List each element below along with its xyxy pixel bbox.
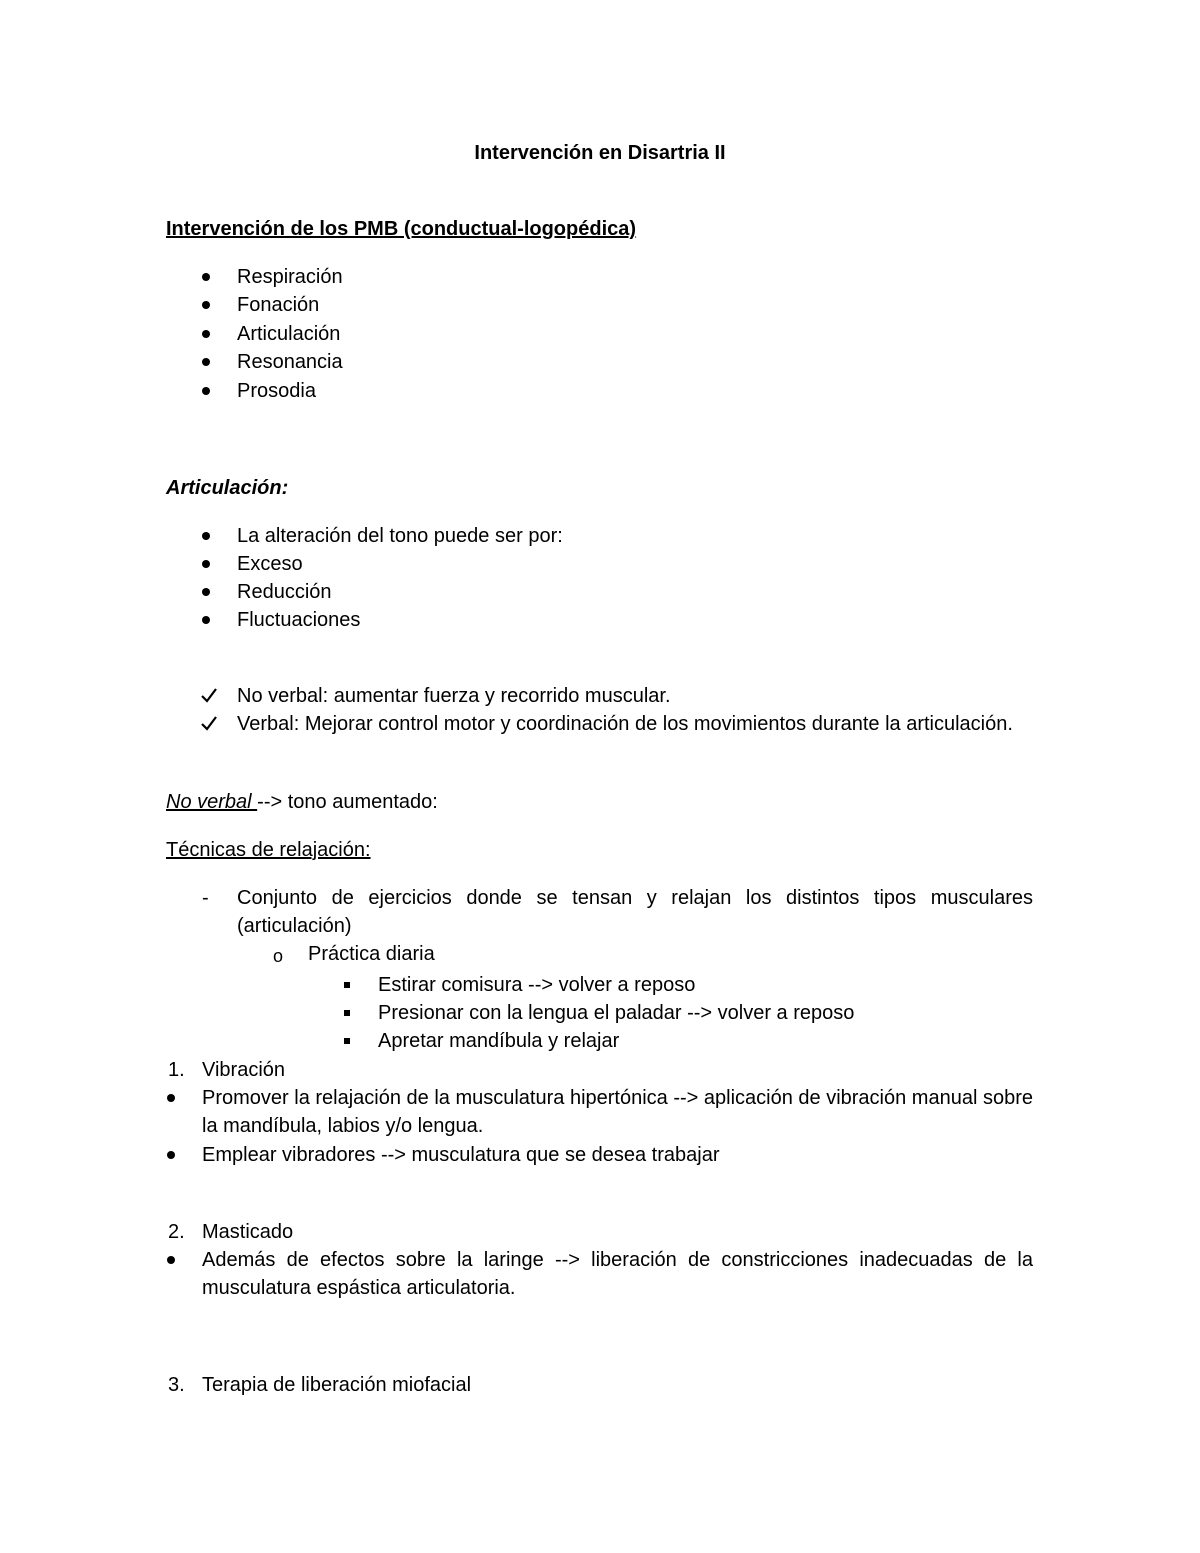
- list-item: Emplear vibradores --> musculatura que se desea trabajar: [202, 1144, 720, 1166]
- bullet-icon: [167, 1151, 175, 1159]
- list-item: Además de efectos sobre la laringe --> liberación de constricciones inadecuadas de la musculatura espástica articulatoria.: [202, 1249, 1033, 1299]
- list-item: Articulación: [237, 323, 341, 345]
- bullet-icon: [202, 358, 210, 366]
- square-bullet-icon: [344, 982, 350, 988]
- no-verbal-label: No verbal: [166, 791, 258, 813]
- numbered-item: Vibración: [202, 1059, 286, 1081]
- checkmark-icon: [200, 714, 218, 732]
- list-item: Presionar con la lengua el paladar --> volver a reposo: [378, 1002, 855, 1024]
- square-bullet-icon: [344, 1010, 350, 1016]
- circle-marker: o: [273, 946, 284, 966]
- list-item: No verbal: aumentar fuerza y recorrido muscular.: [237, 685, 671, 707]
- list-item: Apretar mandíbula y relajar: [378, 1030, 620, 1052]
- document-title: Intervención en Disartria II: [474, 142, 726, 164]
- list-item: Práctica diaria: [308, 943, 435, 965]
- numbered-item: Terapia de liberación miofacial: [202, 1374, 472, 1396]
- list-item: Conjunto de ejercicios donde se tensan y relajan los distintos tipos musculares (articulación): [237, 887, 1033, 937]
- list-item: Verbal: Mejorar control motor y coordinación de los movimientos durante la articulación.: [237, 713, 1013, 735]
- list-item: Exceso: [237, 553, 303, 575]
- bullet-icon: [202, 560, 210, 568]
- numbered-item: Masticado: [202, 1221, 294, 1243]
- list-item: Promover la relajación de la musculatura hipertónica --> aplicación de vibración manual sobre la mandíbula, labios y/o lengua.: [202, 1087, 1033, 1137]
- bullet-icon: [202, 387, 210, 395]
- bullet-icon: [202, 273, 210, 281]
- number-marker: 1.: [168, 1059, 185, 1081]
- section-heading-tecnicas: Técnicas de relajación:: [166, 839, 371, 861]
- list-item: Resonancia: [237, 351, 343, 373]
- bullet-icon: [202, 532, 210, 540]
- list-item: Reducción: [237, 581, 332, 603]
- bullet-icon: [202, 616, 210, 624]
- checkmark-icon: [200, 686, 218, 704]
- list-item: Fonación: [237, 294, 320, 316]
- bullet-icon: [202, 301, 210, 309]
- bullet-icon: [167, 1094, 175, 1102]
- list-item: Respiración: [237, 266, 343, 288]
- number-marker: 3.: [168, 1374, 185, 1396]
- no-verbal-line: [166, 788, 438, 816]
- list-item: La alteración del tono puede ser por:: [237, 525, 563, 547]
- bullet-icon: [167, 1256, 175, 1264]
- no-verbal-text: --> tono aumentado:: [257, 791, 438, 813]
- list-item: Estirar comisura --> volver a reposo: [378, 974, 696, 996]
- bullet-icon: [202, 330, 210, 338]
- square-bullet-icon: [344, 1038, 350, 1044]
- dash-marker: -: [202, 887, 209, 909]
- section-heading-articulacion: Articulación:: [166, 477, 289, 499]
- list-item: Prosodia: [237, 380, 316, 402]
- section-heading-pmb: Intervención de los PMB (conductual-logopédica): [166, 218, 637, 240]
- number-marker: 2.: [168, 1221, 185, 1243]
- bullet-icon: [202, 588, 210, 596]
- list-item: Fluctuaciones: [237, 609, 361, 631]
